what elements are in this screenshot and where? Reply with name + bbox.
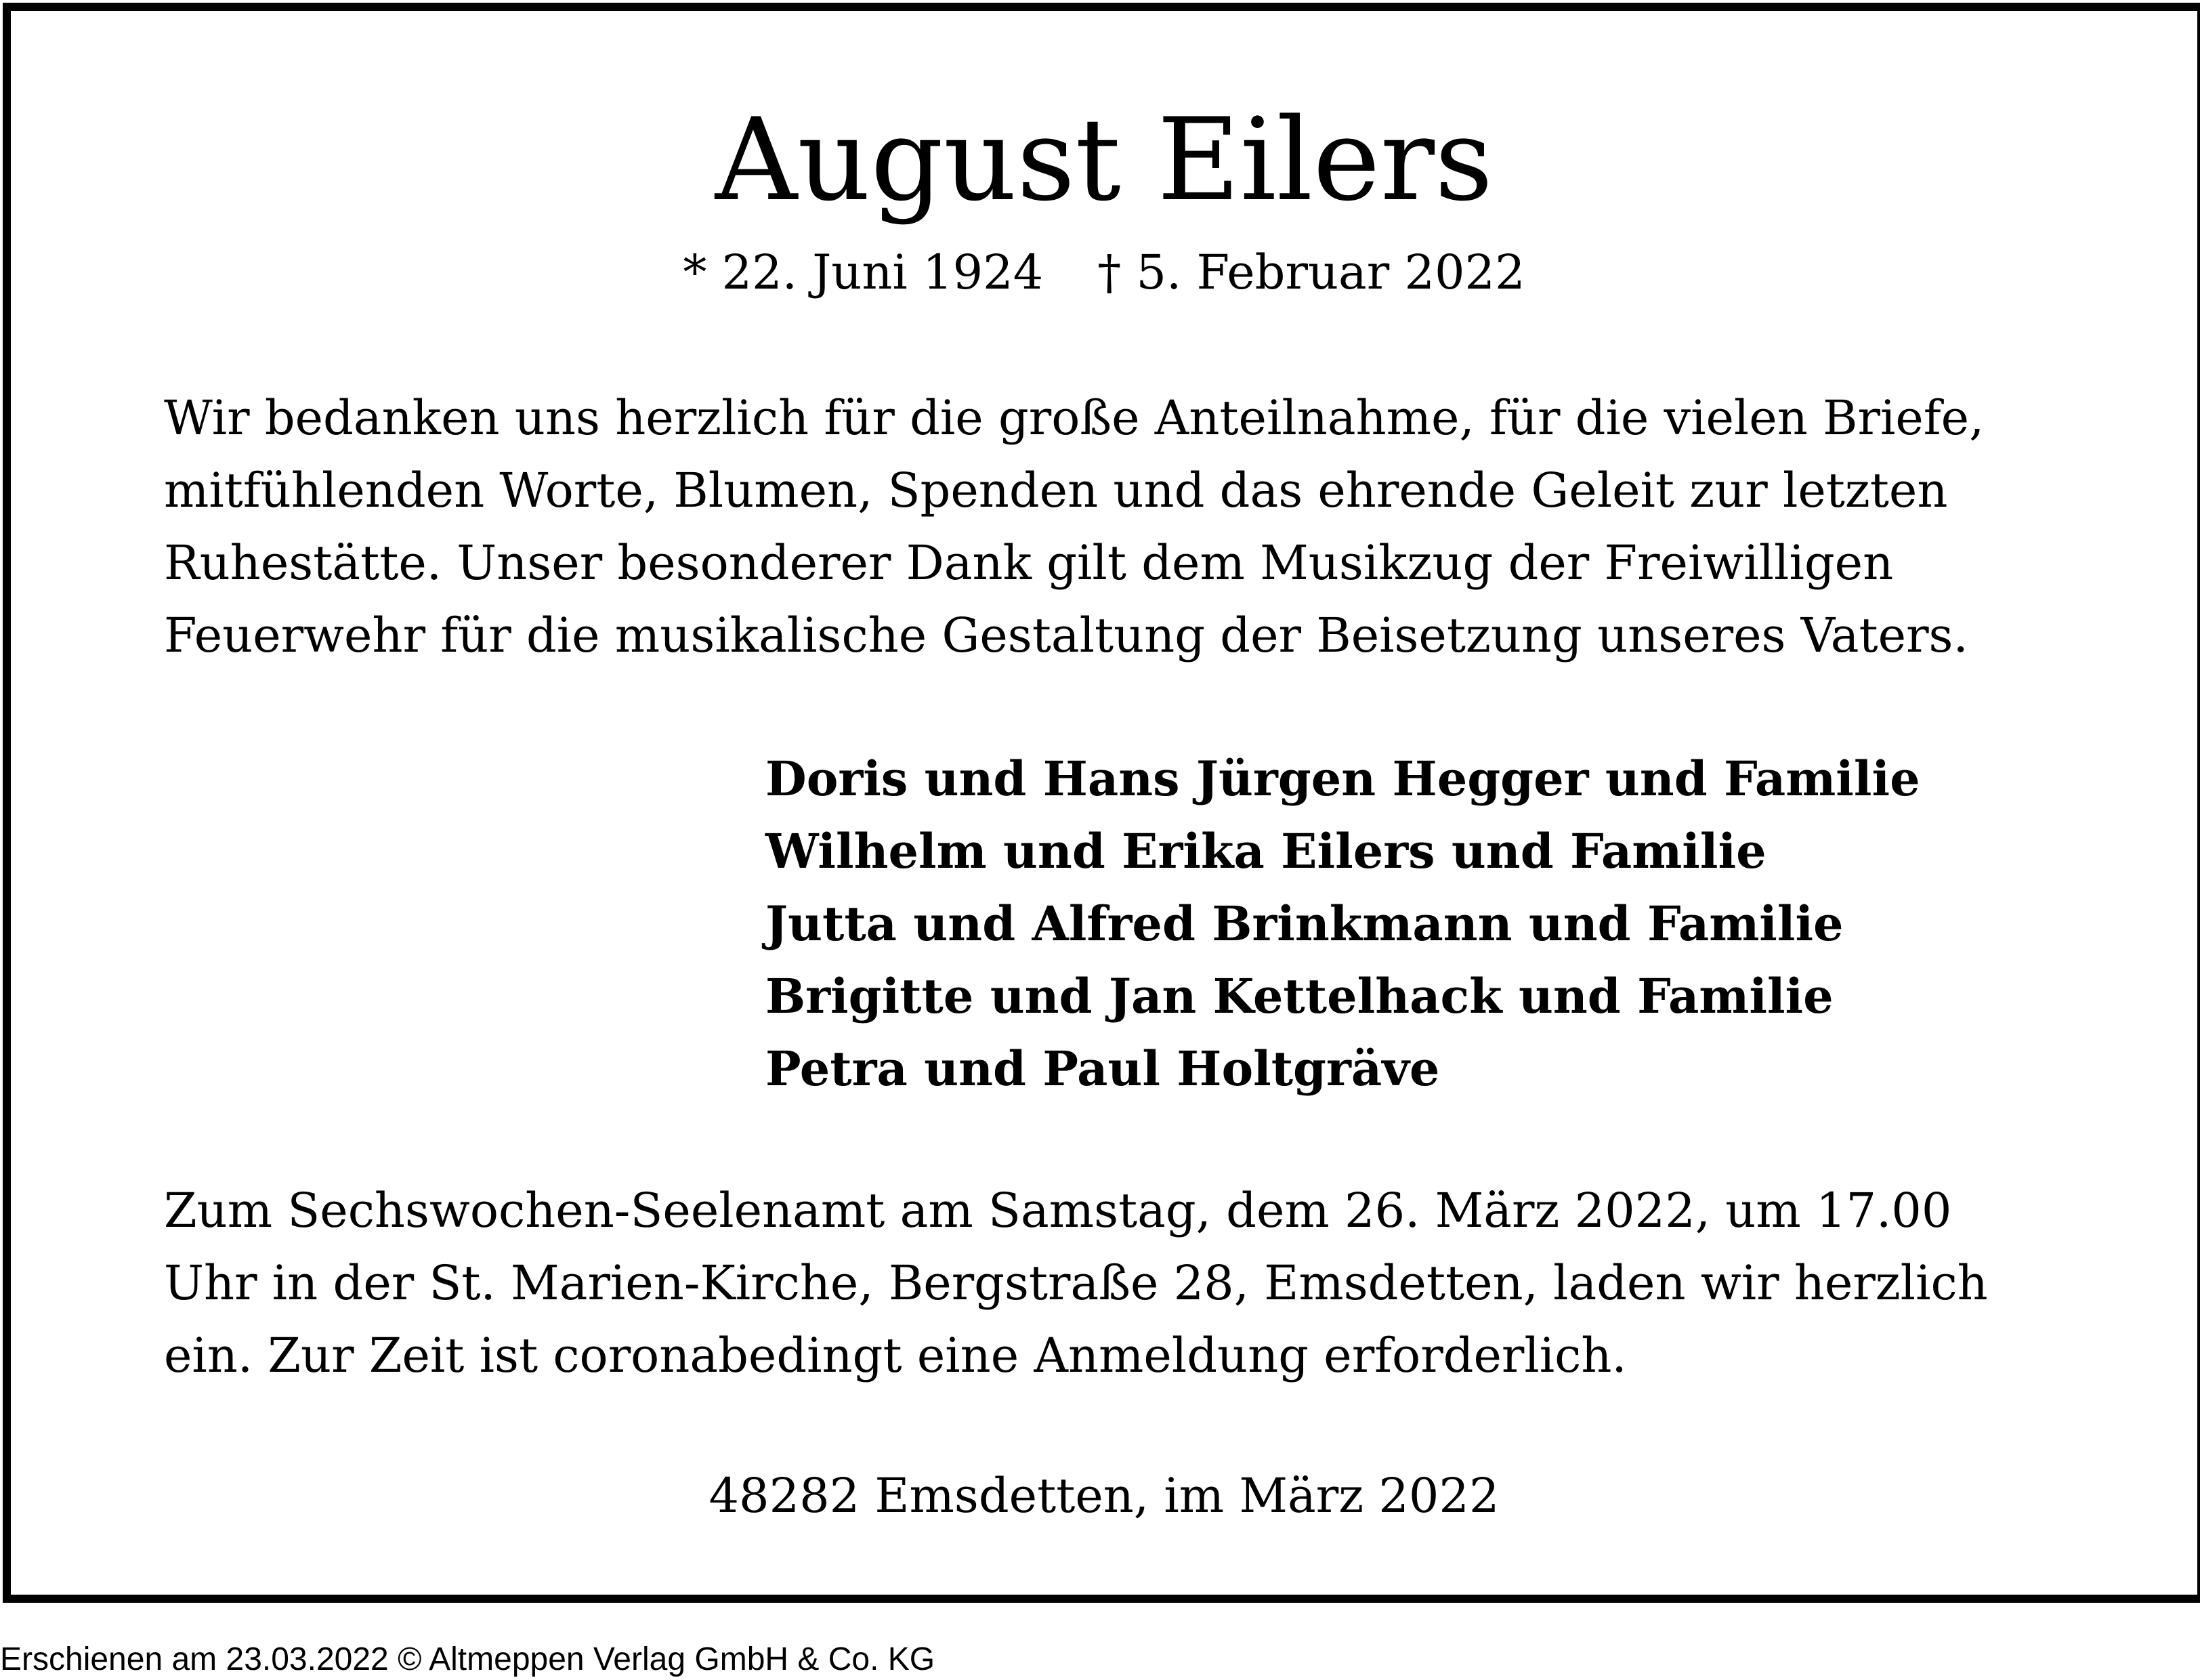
thanks-paragraph <box>164 382 1984 672</box>
place-and-date: 48282 Emsdetten, im März 2022 <box>708 1468 1500 1524</box>
invitation-line: Zum Sechswochen-Seelenamt am Samstag, dem 26. März 2022, um 17.00 <box>164 1183 1952 1238</box>
deceased-name: August Eilers <box>715 93 1494 226</box>
signer: Jutta und Alfred Brinkmann und Familie <box>765 896 1844 952</box>
thanks-line: Feuerwehr für die musikalische Gestaltung der Beisetzung unseres Vaters. <box>164 608 1968 663</box>
thanks-line: Ruhestätte. Unser besonderer Dank gilt dem Musikzug der Freiwilligen <box>164 535 1894 591</box>
death-date: † 5. Februar 2022 <box>1097 245 1525 300</box>
invitation-line: ein. Zur Zeit ist coronabedingt eine Anmeldung erforderlich. <box>164 1328 1627 1383</box>
signer: Wilhelm und Erika Eilers und Familie <box>765 823 1767 879</box>
signer: Brigitte und Jan Kettelhack und Familie <box>765 968 1834 1024</box>
invitation-paragraph <box>164 1175 1988 1392</box>
signers-list <box>765 742 1920 1105</box>
life-dates <box>11 240 2197 305</box>
thanks-line: mitfühlenden Worte, Blumen, Spenden und das ehrende Geleit zur letzten <box>164 463 1948 518</box>
obituary-notice <box>3 3 2200 1603</box>
publication-note: Erschienen am 23.03.2022 © Altmeppen Verlag GmbH & Co. KG <box>0 1641 935 1677</box>
signer: Petra und Paul Holtgräve <box>765 1041 1440 1097</box>
signer: Doris und Hans Jürgen Hegger und Familie <box>765 751 1920 807</box>
invitation-line: Uhr in der St. Marien-Kirche, Bergstraße 28, Emsdetten, laden wir herzlich <box>164 1255 1988 1311</box>
thanks-line: Wir bedanken uns herzlich für die große Anteilnahme, für die vielen Briefe, <box>164 390 1985 446</box>
birth-date: * 22. Juni 1924 <box>683 245 1044 300</box>
